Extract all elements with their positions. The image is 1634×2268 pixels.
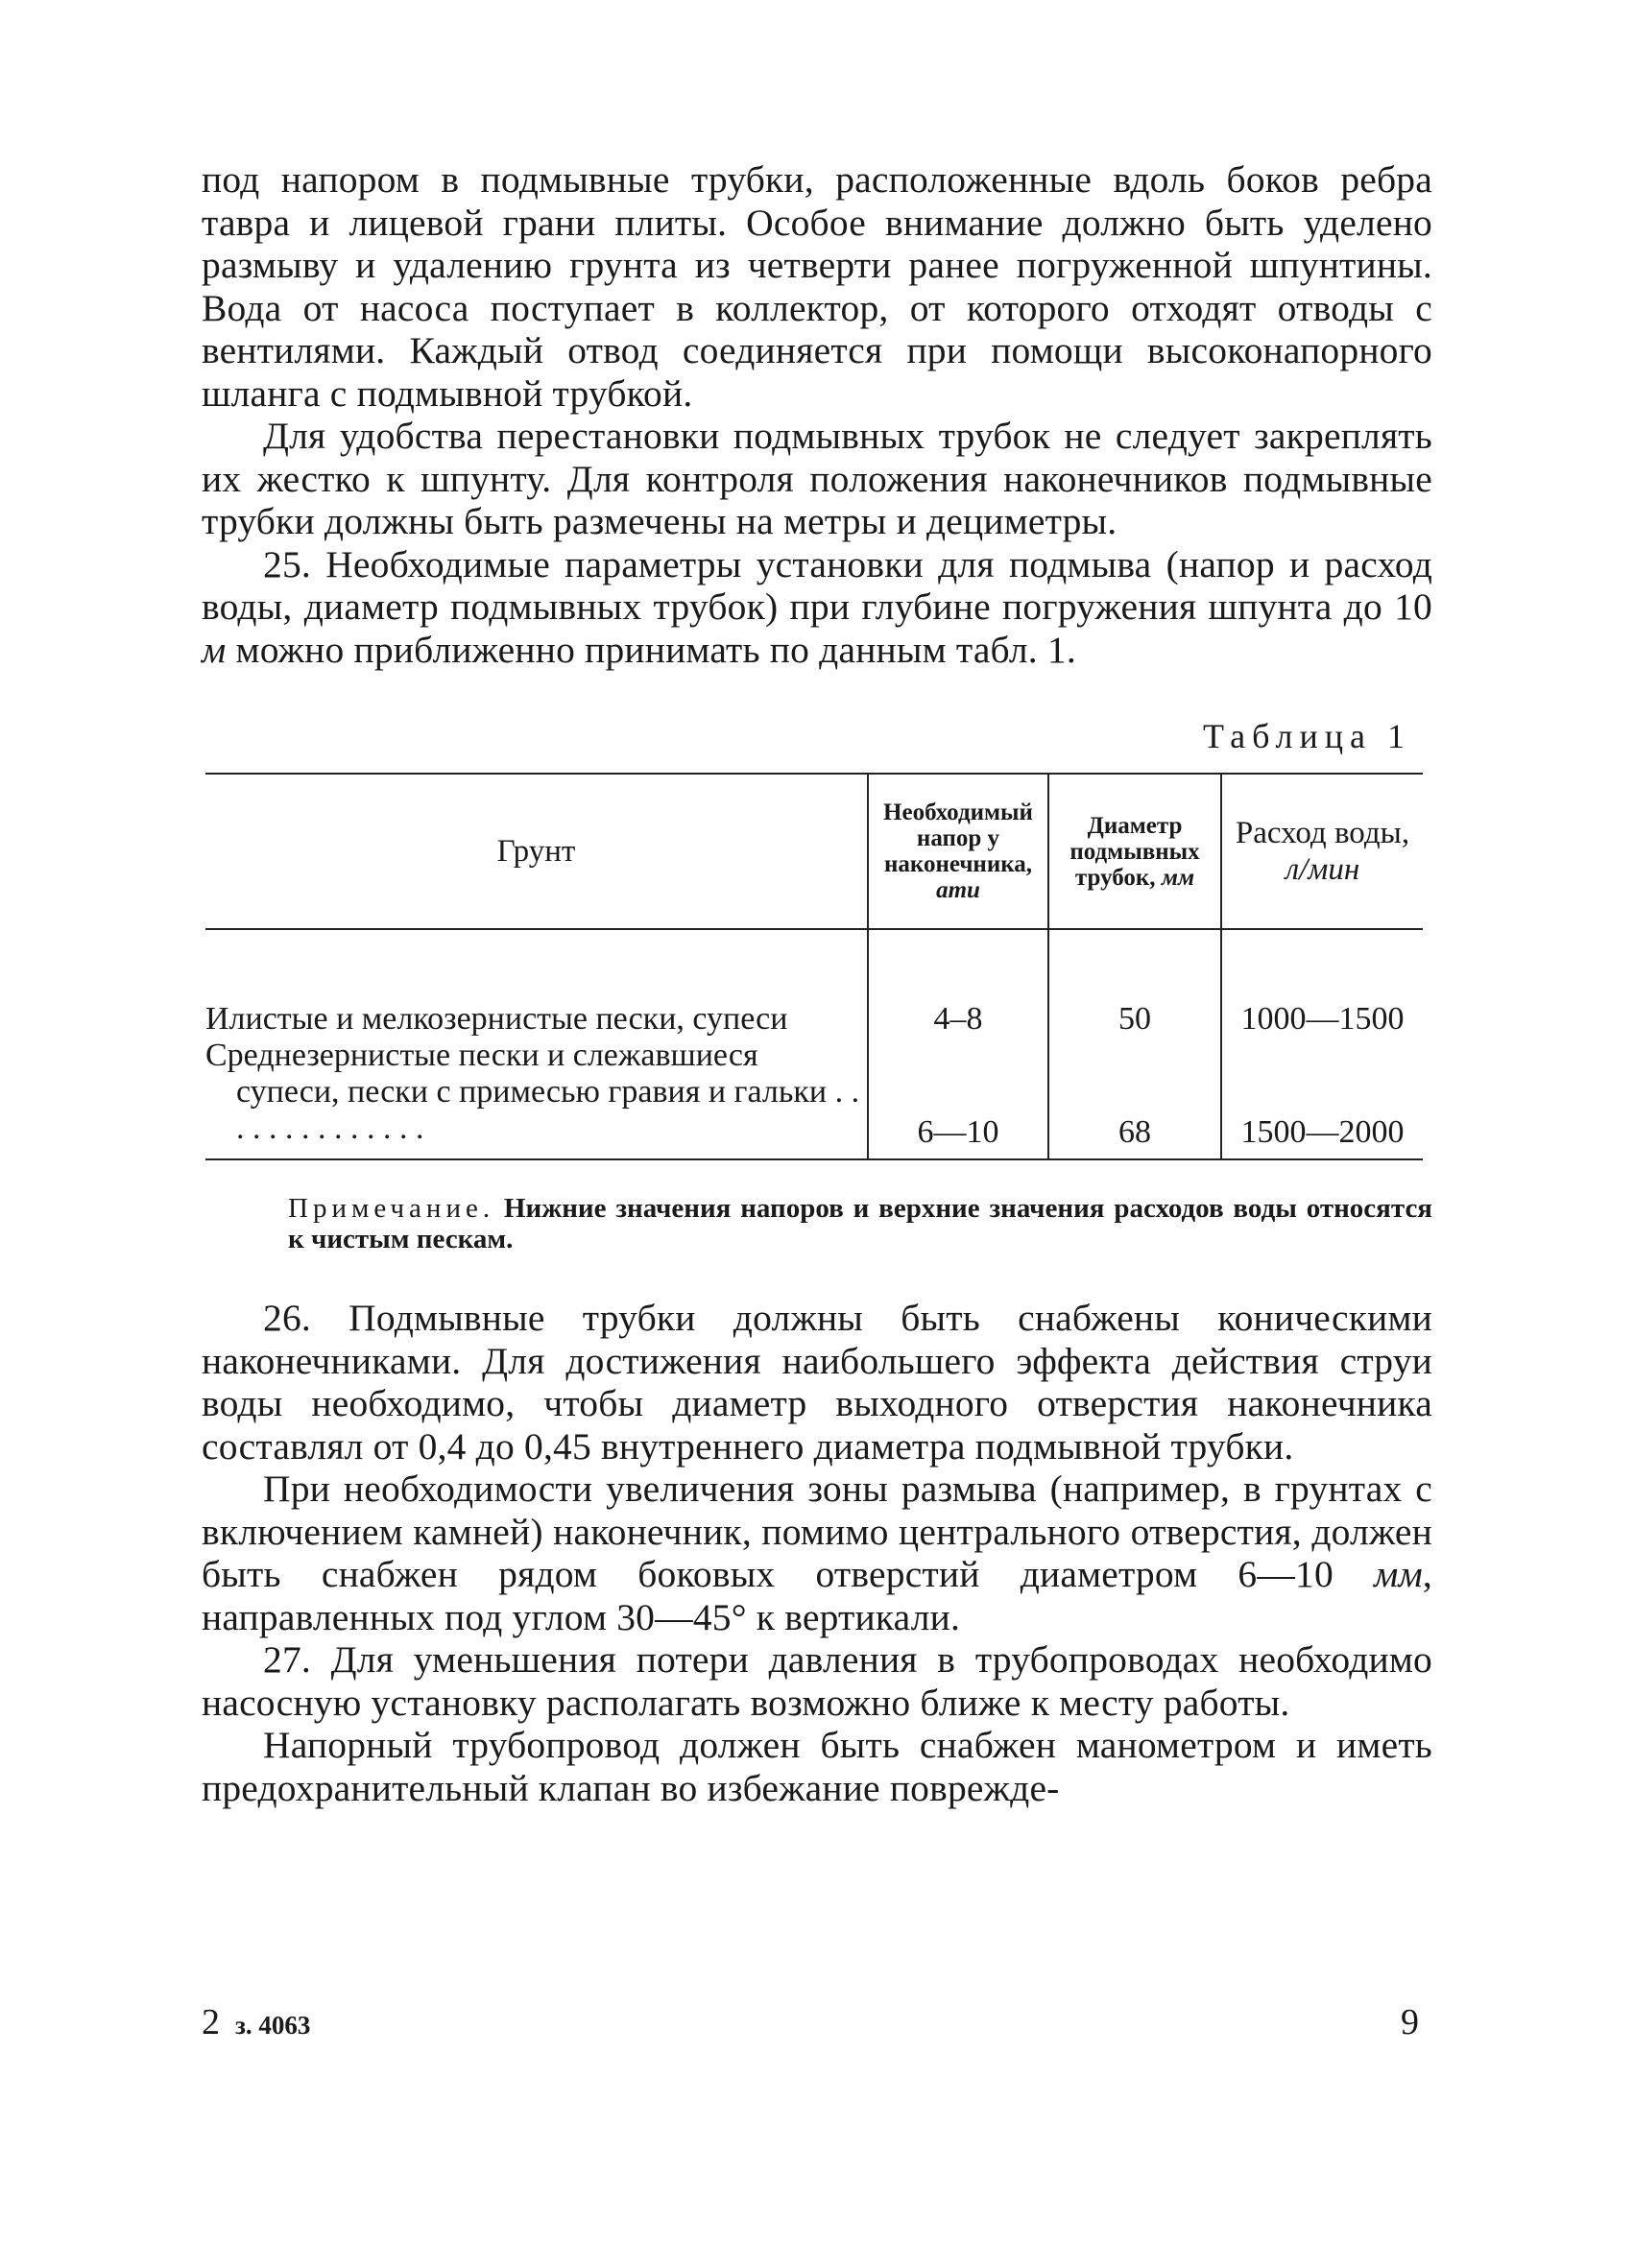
- header-soil: Грунт: [205, 774, 868, 929]
- note-label: Примечание.: [288, 1193, 495, 1224]
- cell-soil: [205, 1038, 868, 1159]
- paragraph-25-text-b: можно приближенно принимать по данным табл. 1.: [226, 628, 1076, 671]
- table-row: [205, 1038, 1423, 1159]
- paragraph-25-text-a: 25. Необходимые параметры установки для подмыва (напор и расход воды, диаметр подмывных трубок) при глубине погружения шпунта до 10: [202, 542, 1432, 628]
- paragraph-tubes-mounting: Для удобства перестановки подмывных трубок не следует закреплять их жестко к шпунту. Для контроля положения наконечников подмывные трубки должны быть размечены на метры и дециметры.: [202, 415, 1432, 542]
- page-number: 9: [1401, 2002, 1419, 2042]
- cell-flow: 1000—1500: [1221, 929, 1423, 1038]
- header-diameter-text: Диаметр подмывных трубок,: [1069, 812, 1200, 891]
- cell-soil-line1: Среднезернистые пески и слежавшиеся: [205, 1038, 758, 1073]
- paragraph-side-holes-b: , направленных под углом 30—45° к вертикали.: [202, 1553, 1432, 1638]
- parameters-table: [205, 773, 1423, 1160]
- cell-pressure: 6—10: [868, 1038, 1048, 1159]
- cell-soil-cont: супеси, пески с примесью гравия и гальки . . . . . . . . . . . . . .: [236, 1074, 860, 1146]
- footer-signature: [202, 2001, 310, 2043]
- signature-number: 2: [202, 2002, 220, 2042]
- cell-diameter: 50: [1048, 929, 1221, 1038]
- order-code: з. 4063: [235, 2011, 311, 2040]
- header-pressure: [868, 774, 1048, 929]
- paragraph-side-holes-a: При необходимости увеличения зоны размыва (например, в грунтах с включением камней) наконечник, помимо центрального отверстия, должен быть снабжен рядом боковых отверстий диаметром 6—10: [202, 1468, 1432, 1595]
- cell-diameter: 68: [1048, 1038, 1221, 1159]
- table-caption: Таблица 1: [1203, 717, 1411, 755]
- table-note: [202, 1193, 1432, 1254]
- paragraph-side-holes: [202, 1468, 1432, 1638]
- cell-soil: Илистые и мелкозернистые пески, супеси: [205, 1001, 788, 1037]
- table-row: [205, 929, 1423, 1038]
- header-flow-text: Расход воды,: [1235, 816, 1410, 850]
- note-text: Нижние значения напоров и верхние значения расходов воды относятся к чистым пескам.: [288, 1193, 1432, 1254]
- header-diameter: [1048, 774, 1221, 929]
- cell-pressure: 4–8: [868, 929, 1048, 1038]
- cell-flow: 1500—2000: [1221, 1038, 1423, 1159]
- paragraph-25: [202, 543, 1432, 672]
- table-header-row: [205, 774, 1423, 929]
- page-body: [202, 158, 1432, 1809]
- unit-mm: мм: [1374, 1553, 1423, 1595]
- paragraph-27: 27. Для уменьшения потери давления в трубопроводах необходимо насосную установку располагать возможно ближе к месту работы.: [202, 1638, 1432, 1724]
- header-pressure-unit: ати: [936, 877, 980, 903]
- header-flow: [1221, 774, 1423, 929]
- header-pressure-text: Необходимый напор у наконечника,: [883, 800, 1033, 877]
- header-diameter-unit: мм: [1161, 864, 1195, 891]
- paragraph-26: 26. Подмывные трубки должны быть снабжены коническими наконечниками. Для достижения наибольшего эффекта действия струи воды необходимо, чтобы диаметр выходного отверстия наконечника составлял от 0,4 до 0,45 внутреннего диаметра подмывной трубки.: [202, 1297, 1432, 1468]
- unit-m: м: [202, 628, 227, 671]
- page-footer: [202, 2001, 1432, 2049]
- header-flow-unit: л/мин: [1285, 852, 1360, 887]
- paragraph-continued: под напором в подмывные трубки, расположенные вдоль боков ребра тавра и лицевой грани плиты. Особое внимание должно быть уделено размыву и удалению грунта из четверти ранее погруженной шпунтины. Вода от насоса поступает в коллектор, от которого отходят отводы с вентилями. Каждый отвод соединяется при помощи высоконапорного шланга с подмывной трубкой.: [202, 158, 1432, 415]
- paragraph-pressure-pipe: Напорный трубопровод должен быть снабжен манометром и иметь предохранительный клапан во избежание поврежде-: [202, 1724, 1432, 1809]
